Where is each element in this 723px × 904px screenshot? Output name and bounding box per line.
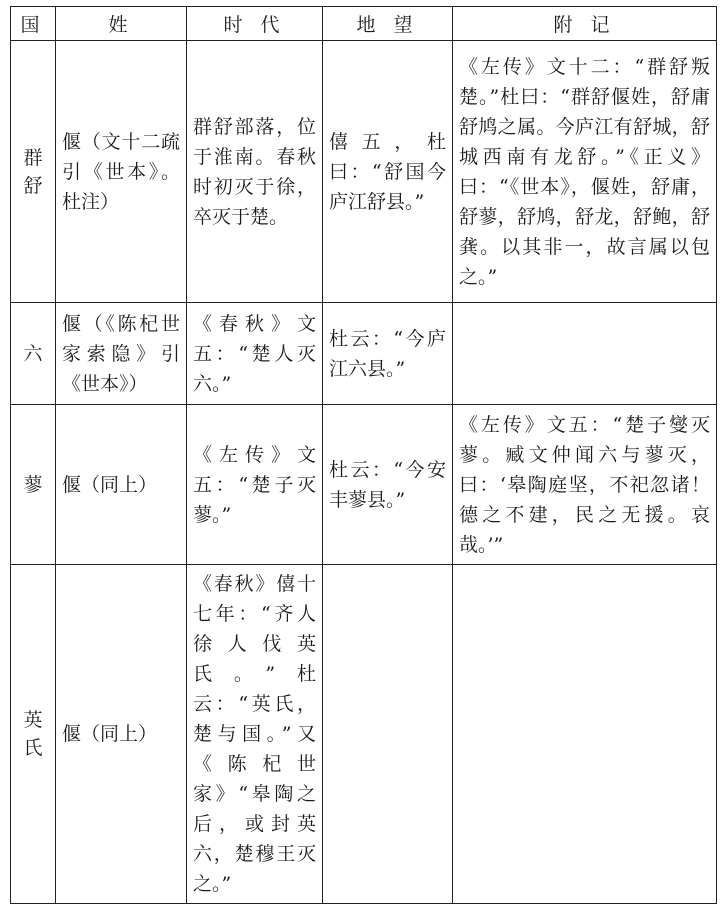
cell-xing: 偃（同上） xyxy=(56,565,187,904)
cell-diwang: 杜云：“今安丰蓼县。” xyxy=(323,405,453,565)
cell-xing: 偃（《陈杞世家索隐》引《世本》） xyxy=(56,303,187,405)
cell-shidai: 群舒部落，位于淮南。春秋时初灭于徐，卒灭于楚。 xyxy=(187,41,323,303)
table-row xyxy=(11,41,717,303)
genealogy-table xyxy=(10,6,717,904)
cell-guo: 六 xyxy=(11,303,56,405)
cell-fuji xyxy=(453,303,717,405)
table-row xyxy=(11,303,717,405)
table-row xyxy=(11,565,717,904)
cell-guo: 群 舒 xyxy=(11,41,56,303)
cell-diwang: 杜云：“今庐江六县。” xyxy=(323,303,453,405)
cell-fuji: 《左传》文十二：“群舒叛楚。”杜曰：“群舒偃姓，舒庸舒鸠之属。今庐江有舒城，舒城西南有龙舒。”《正义》曰：“《世本》，偃姓，舒庸，舒蓼，舒鸠，舒龙，舒鲍，舒龚。以其非一，故言属以包之。” xyxy=(453,41,717,303)
cell-xing: 偃（文十二疏引《世本》。杜注） xyxy=(56,41,187,303)
header-fuji: 附 记 xyxy=(453,7,717,41)
cell-shidai: 《春秋》僖十七年：“齐人徐人伐英氏。”杜云：“英氏，楚与国。”又《陈杞世家》“皋陶之后，或封英六，楚穆王灭之。” xyxy=(187,565,323,904)
cell-diwang xyxy=(323,565,453,904)
cell-shidai: 《春秋》文五：“楚人灭六。” xyxy=(187,303,323,405)
table-row xyxy=(11,405,717,565)
cell-fuji: 《左传》文五：“楚子燮灭蓼。臧文仲闻六与蓼灭，曰：‘皋陶庭坚，不祀忽诸！德之不建，民之无援。哀哉。’” xyxy=(453,405,717,565)
cell-xing: 偃（同上） xyxy=(56,405,187,565)
cell-guo: 英 氏 xyxy=(11,565,56,904)
cell-guo: 蓼 xyxy=(11,405,56,565)
cell-fuji xyxy=(453,565,717,904)
header-xing: 姓 xyxy=(56,7,187,41)
header-shidai: 时 代 xyxy=(187,7,323,41)
header-row xyxy=(11,7,717,41)
header-diwang: 地 望 xyxy=(323,7,453,41)
cell-diwang: 僖五，杜曰：“舒国今庐江舒县。” xyxy=(323,41,453,303)
cell-shidai: 《左传》文五：“楚子灭蓼。” xyxy=(187,405,323,565)
header-guo: 国 xyxy=(11,7,56,41)
